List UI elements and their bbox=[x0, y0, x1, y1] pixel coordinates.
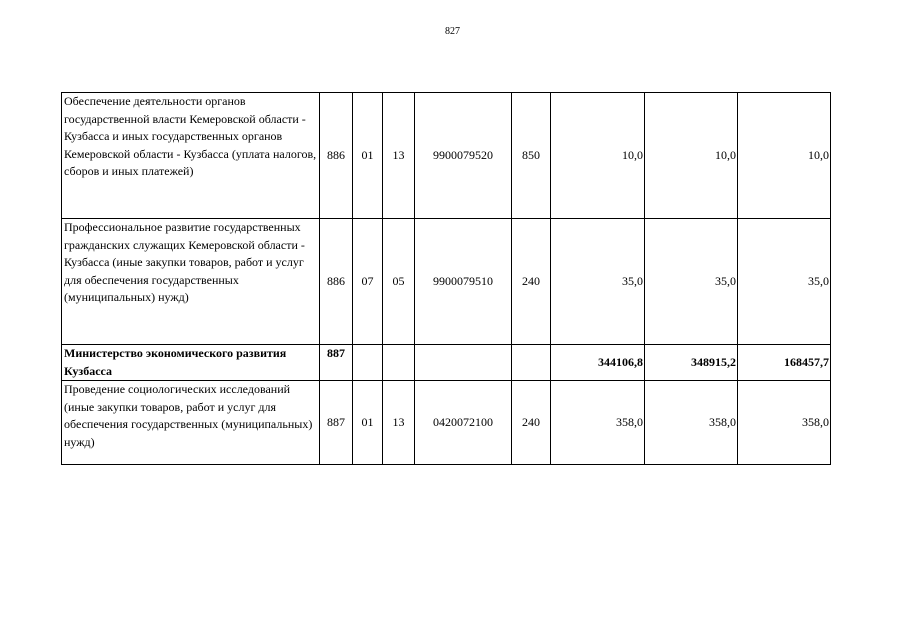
amount-cell: 10,0 bbox=[645, 93, 738, 219]
amount-cell: 10,0 bbox=[738, 93, 831, 219]
amount-cell: 358,0 bbox=[645, 381, 738, 465]
expense-type-cell bbox=[512, 345, 551, 381]
table-row bbox=[62, 381, 831, 465]
section-code-cell bbox=[353, 345, 383, 381]
row-name-cell: Обеспечение деятельности органов государственной власти Кемеровской области - Кузбасса и иных государственных органов Кемеровской области - Кузбасса (уплата налогов, сборов и иных платежей) bbox=[62, 93, 320, 219]
expense-type-cell: 850 bbox=[512, 93, 551, 219]
ministry-code-cell: 886 bbox=[320, 93, 353, 219]
ministry-code-cell: 886 bbox=[320, 219, 353, 345]
table-row bbox=[62, 219, 831, 345]
ministry-name-cell: Министерство экономического развития Кузбасса bbox=[62, 345, 320, 381]
section-code-cell: 01 bbox=[353, 381, 383, 465]
target-article-cell: 9900079510 bbox=[415, 219, 512, 345]
table-row bbox=[62, 93, 831, 219]
row-name-cell: Профессиональное развитие государственных гражданских служащих Кемеровской области - Кузбасса (иные закупки товаров, работ и услуг для обеспечения государственных (муниципальных) нужд) bbox=[62, 219, 320, 345]
ministry-code-cell: 887 bbox=[320, 345, 353, 381]
target-article-cell bbox=[415, 345, 512, 381]
expense-type-cell: 240 bbox=[512, 219, 551, 345]
subsection-code-cell: 13 bbox=[383, 93, 415, 219]
amount-cell: 35,0 bbox=[551, 219, 645, 345]
page-number: 827 bbox=[445, 26, 460, 37]
ministry-total-row bbox=[62, 345, 831, 381]
section-code-cell: 07 bbox=[353, 219, 383, 345]
subsection-code-cell: 13 bbox=[383, 381, 415, 465]
ministry-code-cell: 887 bbox=[320, 381, 353, 465]
row-name-cell: Проведение социологических исследований (иные закупки товаров, работ и услуг для обеспечения государственных (муниципальных) нужд) bbox=[62, 381, 320, 465]
amount-cell: 35,0 bbox=[645, 219, 738, 345]
amount-cell: 35,0 bbox=[738, 219, 831, 345]
subsection-code-cell bbox=[383, 345, 415, 381]
amount-cell: 358,0 bbox=[738, 381, 831, 465]
amount-cell: 358,0 bbox=[551, 381, 645, 465]
section-code-cell: 01 bbox=[353, 93, 383, 219]
subsection-code-cell: 05 bbox=[383, 219, 415, 345]
amount-cell: 10,0 bbox=[551, 93, 645, 219]
target-article-cell: 9900079520 bbox=[415, 93, 512, 219]
expense-type-cell: 240 bbox=[512, 381, 551, 465]
target-article-cell: 0420072100 bbox=[415, 381, 512, 465]
amount-cell: 348915,2 bbox=[645, 345, 738, 381]
budget-table bbox=[61, 92, 831, 465]
amount-cell: 344106,8 bbox=[551, 345, 645, 381]
amount-cell: 168457,7 bbox=[738, 345, 831, 381]
